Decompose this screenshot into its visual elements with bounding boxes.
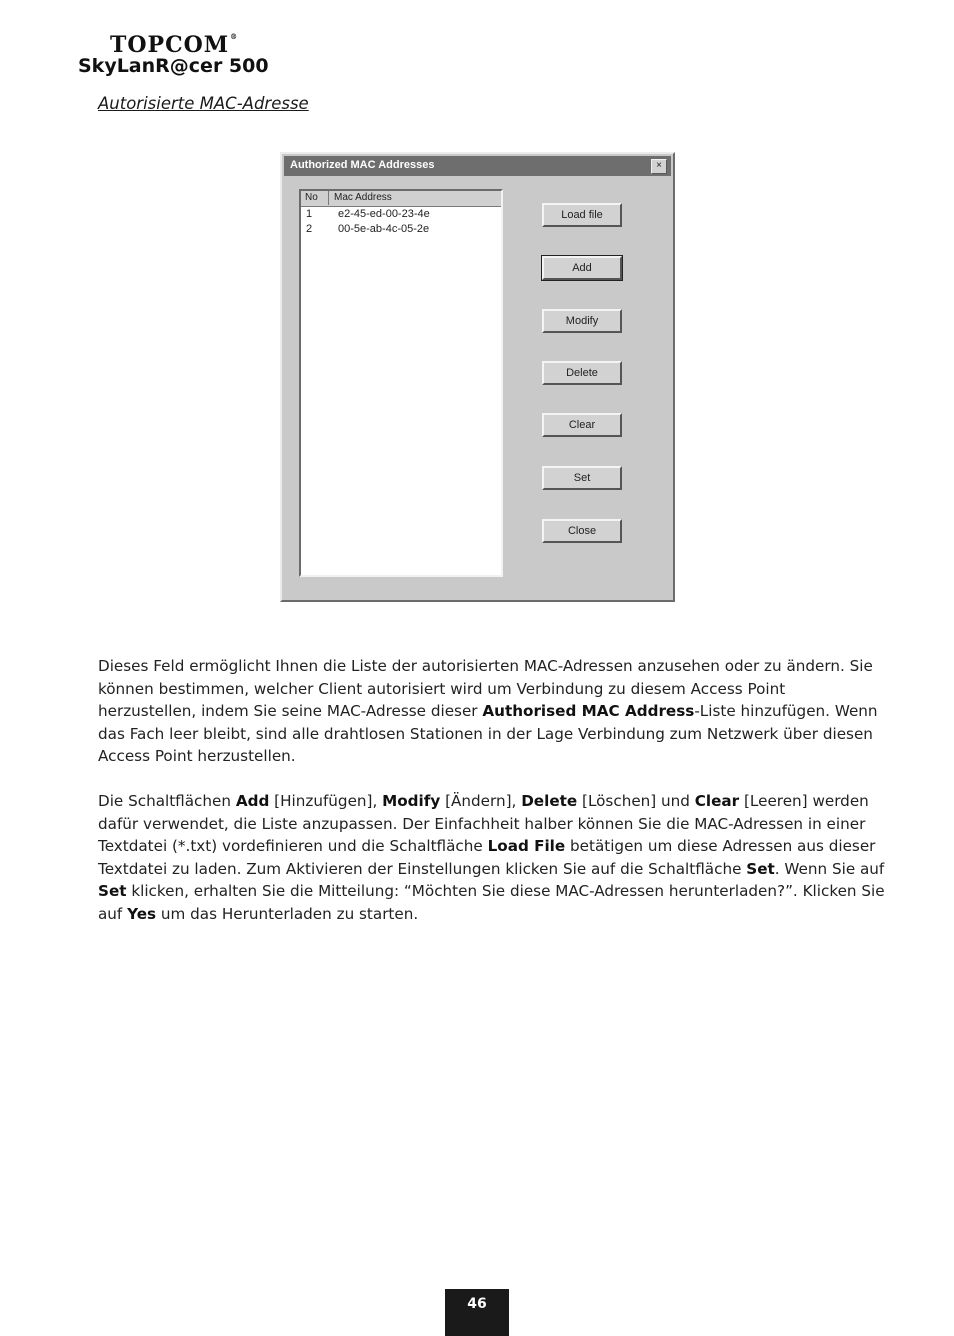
add-button[interactable]: Add: [542, 256, 622, 280]
bold-term: Clear: [694, 792, 740, 810]
clear-button[interactable]: Clear: [542, 413, 622, 437]
bold-term: Add: [235, 792, 270, 810]
list-header: [301, 191, 501, 207]
text-run: Dieses Feld ermöglicht Ihnen die Liste der autorisierten MAC-Adressen anzusehen oder zu ändern. Sie können bestimmen, welcher Client autorisiert wird um Verbindung zu diesem Access Point herzustellen, indem Sie seine MAC-Adresse dieser: [98, 657, 873, 720]
modify-button[interactable]: Modify: [542, 309, 622, 333]
text-run: um das Herunterladen zu starten.: [156, 904, 419, 923]
row-number: 1: [306, 208, 313, 220]
text-run: klicken, erhalten Sie die Mitteilung: “Möchten Sie diese MAC-Adressen herunterladen?”. Klicken Sie auf: [98, 882, 885, 923]
bold-term: Authorised MAC Address: [482, 702, 695, 720]
row-mac-address: e2-45-ed-00-23-4e: [338, 208, 430, 220]
text-run: -Liste hinzufügen. Wenn das Fach leer bleibt, sind alle drahtlosen Stationen in der Lage Verbindung zum Netzwerk über diesen Access Point herzustellen.: [98, 702, 878, 765]
paragraph-buttons: [98, 790, 888, 925]
load-file-button[interactable]: Load file: [542, 203, 622, 227]
row-mac-address: 00-5e-ab-4c-05-2e: [338, 223, 430, 235]
close-icon[interactable]: ×: [651, 159, 667, 174]
page-number: 46: [445, 1289, 509, 1336]
row-number: 2: [306, 223, 313, 235]
column-header-mac[interactable]: Mac Address: [334, 192, 392, 203]
text-run: [Leeren] werden dafür verwendet, die Liste anzupassen. Der Einfachheit halber können Sie die MAC-Adressen in einer Textdatei (*.txt) vordefinieren und die Schaltfläche: [98, 792, 869, 855]
mac-address-list[interactable]: [299, 189, 503, 577]
paragraph-description: [98, 655, 888, 768]
bold-term: Delete: [521, 792, 578, 810]
bold-term: Modify: [382, 792, 441, 810]
list-item[interactable]: [301, 207, 501, 222]
text-run: [Ändern],: [440, 792, 522, 810]
bold-term: Set: [98, 882, 127, 900]
list-item[interactable]: [301, 222, 501, 237]
set-button[interactable]: Set: [542, 466, 622, 490]
delete-button[interactable]: Delete: [542, 361, 622, 385]
text-run: [Löschen] und: [577, 792, 695, 810]
brand-name: TOPCOM: [110, 32, 230, 58]
authorized-mac-dialog: [280, 152, 675, 602]
text-run: betätigen um diese Adressen aus dieser Textdatei zu laden. Zum Aktivieren der Einstellungen klicken Sie auf die Schaltfläche: [98, 837, 876, 878]
close-button[interactable]: Close: [542, 519, 622, 543]
product-name: SkyLanR@cer 500: [78, 55, 269, 77]
column-header-no[interactable]: No: [301, 191, 329, 205]
bold-term: Yes: [127, 904, 157, 923]
section-title: Autorisierte MAC-Adresse: [98, 94, 309, 113]
registered-mark: ®: [230, 32, 239, 41]
text-run: [Hinzufügen],: [269, 792, 383, 810]
text-run: . Wenn Sie auf: [774, 859, 885, 878]
bold-term: Set: [746, 859, 775, 878]
dialog-titlebar: [284, 156, 671, 176]
text-run: Die Schaltflächen: [98, 792, 236, 810]
dialog-title: Authorized MAC Addresses: [290, 159, 435, 171]
bold-term: Load File: [487, 837, 566, 855]
